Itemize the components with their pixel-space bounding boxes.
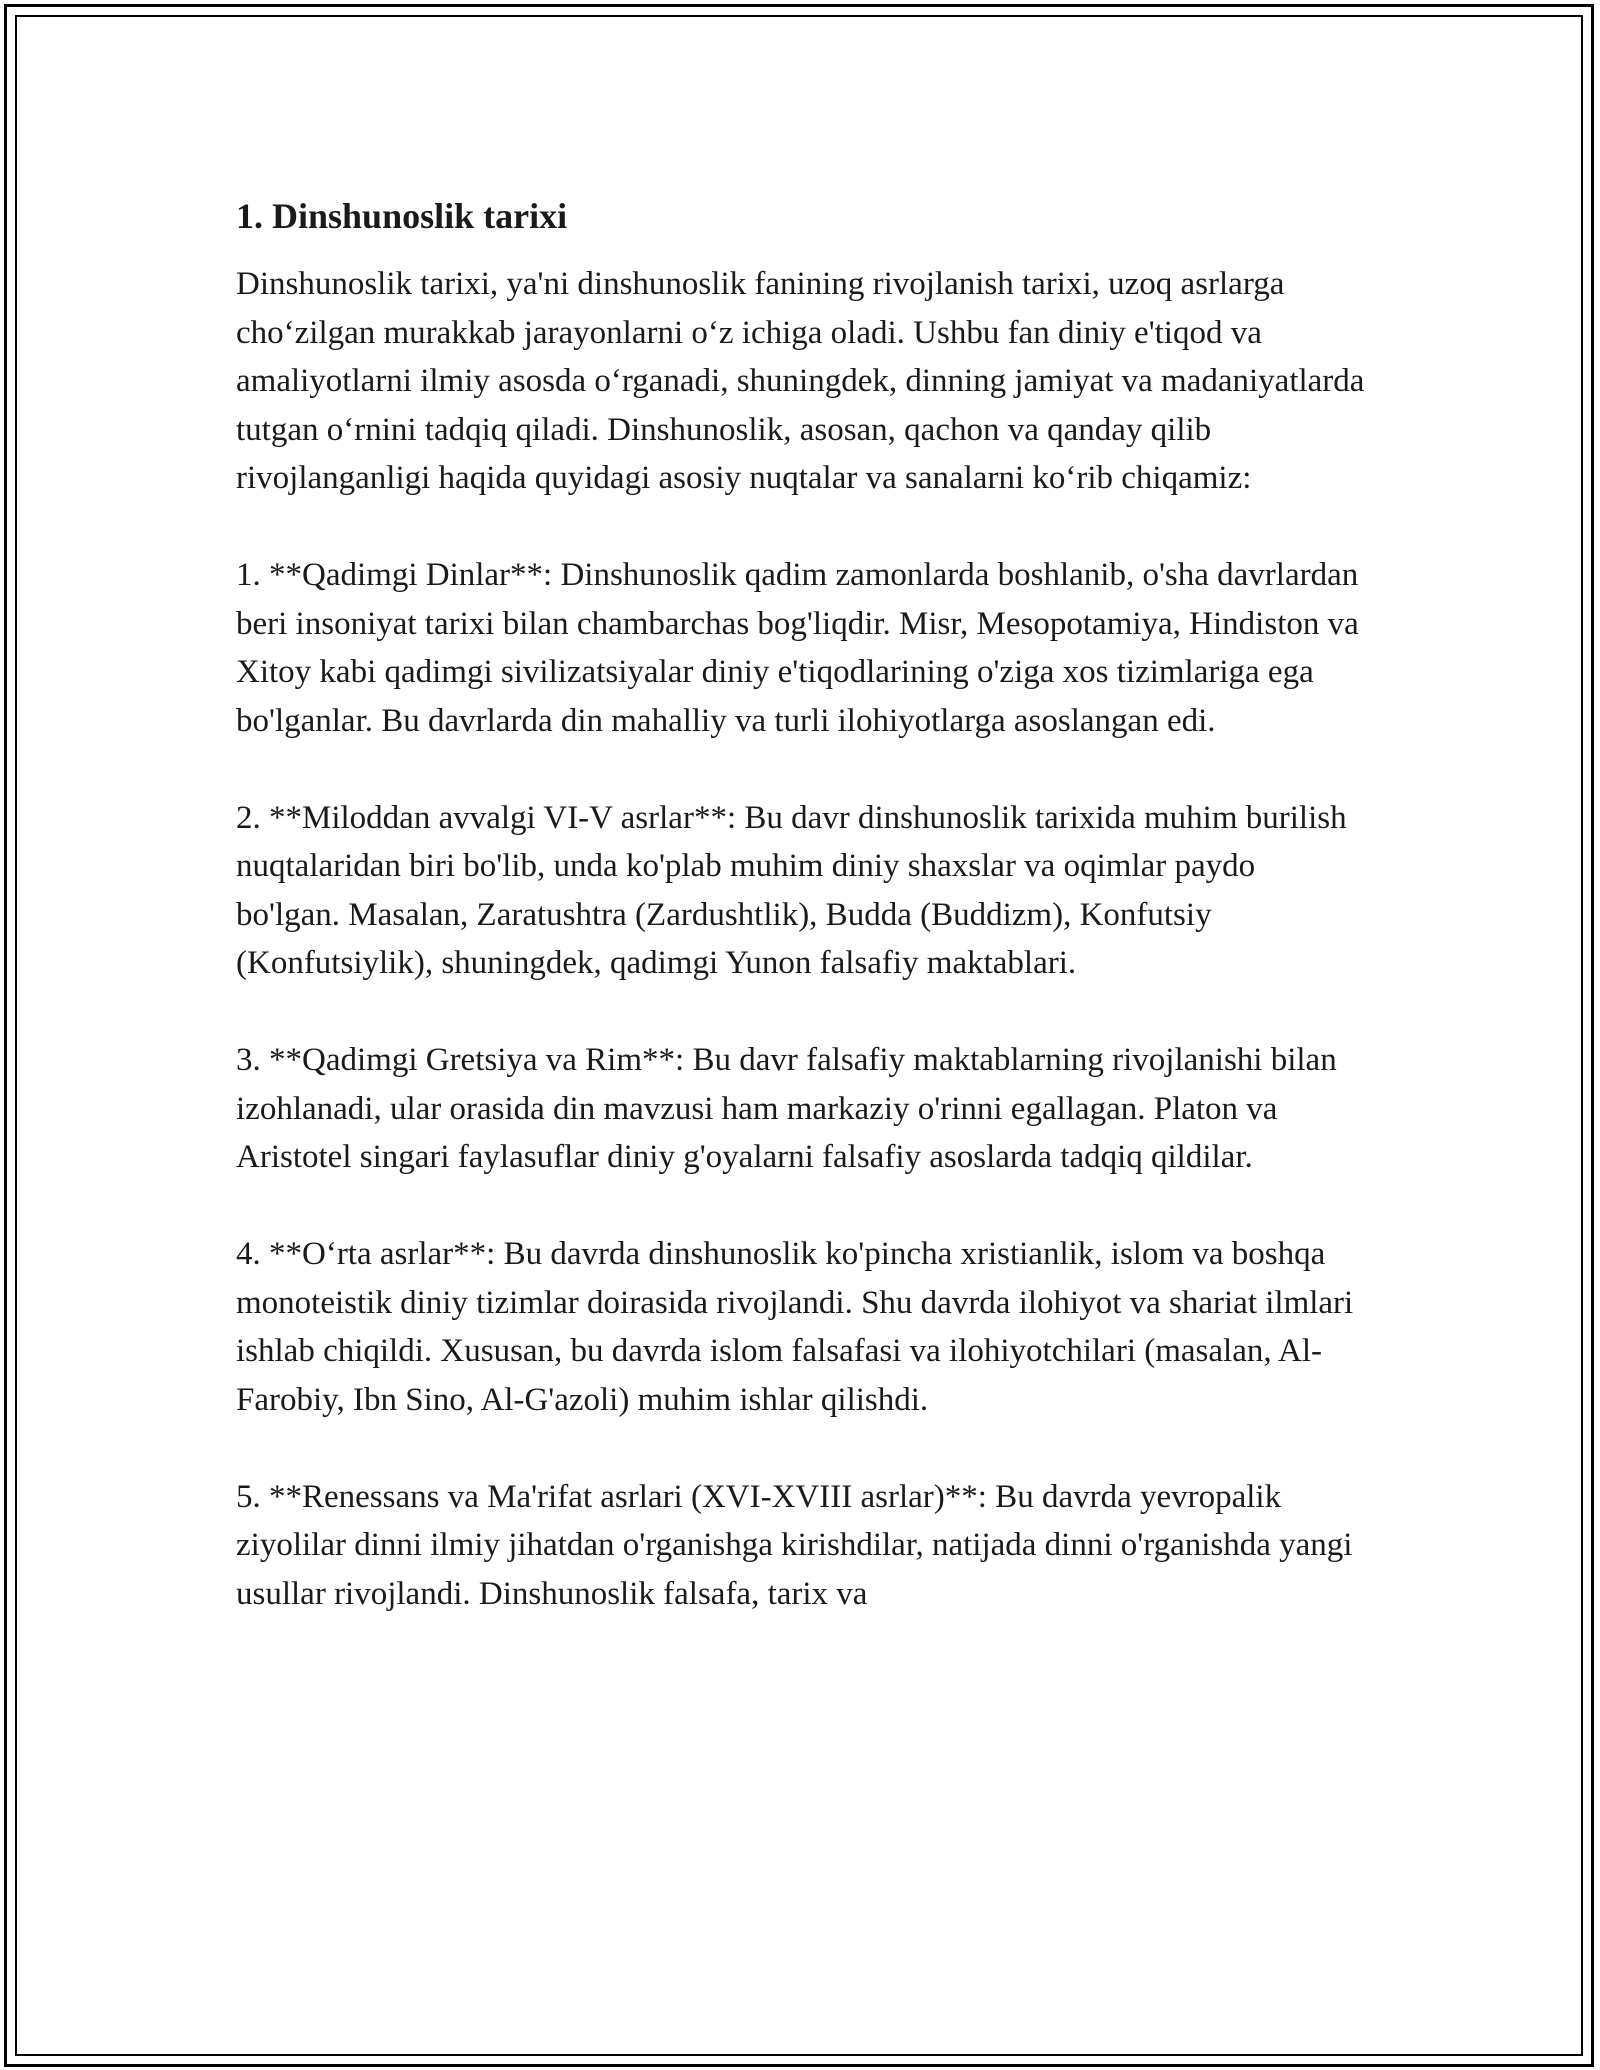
- document-body: [236, 180, 1366, 1667]
- section-heading: 1. Dinshunoslik tarixi: [236, 196, 568, 236]
- list-item-ancient-religions: 1. **Qadimgi Dinlar**: Dinshunoslik qadim zamonlarda boshlanib, o'sha davrlardan beri insoniyat tarixi bilan chambarchas bog'liqdir. Misr, Mesopotamiya, Hindiston va Xitoy kabi qadimgi sivilizatsiyalar diniy e'tiqodlarining o'ziga xos tizimlariga ega bo'lganlar. Bu davrlarda din mahalliy va turli ilohiyotlarga asoslangan edi.: [236, 557, 1359, 739]
- list-item-greece-rome: 3. **Qadimgi Gretsiya va Rim**: Bu davr falsafiy maktablarning rivojlanishi bilan izohlanadi, ular orasida din mavzusi ham markaziy o'rinni egallagan. Platon va Aristotel singari faylasuflar diniy g'oyalarni falsafiy asoslarda tadqiq qildilar.: [236, 1042, 1337, 1175]
- intro-paragraph: Dinshunoslik tarixi, ya'ni dinshunoslik fanining rivojlanish tarixi, uzoq asrlarga cho‘zilgan murakkab jarayonlarni o‘z ichiga oladi. Ushbu fan diniy e'tiqod va amaliyotlarni ilmiy asosda o‘rganadi, shuningdek, dinning jamiyat va madaniyatlarda tutgan o‘rnini tadqiq qiladi. Dinshunoslik, asosan, qachon va qanday qilib rivojlanganligi haqida quyidagi asosiy nuqtalar va sanalarni ko‘rib chiqamiz:: [236, 266, 1365, 496]
- list-item-vi-v-centuries: 2. **Miloddan avvalgi VI-V asrlar**: Bu davr dinshunoslik tarixida muhim burilish nuqtalaridan biri bo'lib, unda ko'plab muhim diniy shaxslar va oqimlar paydo bo'lgan. Masalan, Zaratushtra (Zardushtlik), Budda (Buddizm), Konfutsiy (Konfutsiylik), shuningdek, qadimgi Yunon falsafiy maktablari.: [236, 799, 1347, 981]
- list-item-middle-ages: 4. **O‘rta asrlar**: Bu davrda dinshunoslik ko'pincha xristianlik, islom va boshqa monoteistik diniy tizimlar doirasida rivojlandi. Shu davrda ilohiyot va shariat ilmlari ishlab chiqildi. Xususan, bu davrda islom falsafasi va ilohiyotchilari (masalan, Al-Farobiy, Ibn Sino, Al-G'azoli) muhim ishlar qilishdi.: [236, 1236, 1354, 1418]
- list-item-renaissance: 5. **Renessans va Ma'rifat asrlari (XVI-XVIII asrlar)**: Bu davrda yevropalik ziyolilar dinni ilmiy jihatdan o'rganishga kirishdilar, natijada dinni o'rganishda yangi usullar rivojlandi. Dinshunoslik falsafa, tarix va: [236, 1478, 1353, 1612]
